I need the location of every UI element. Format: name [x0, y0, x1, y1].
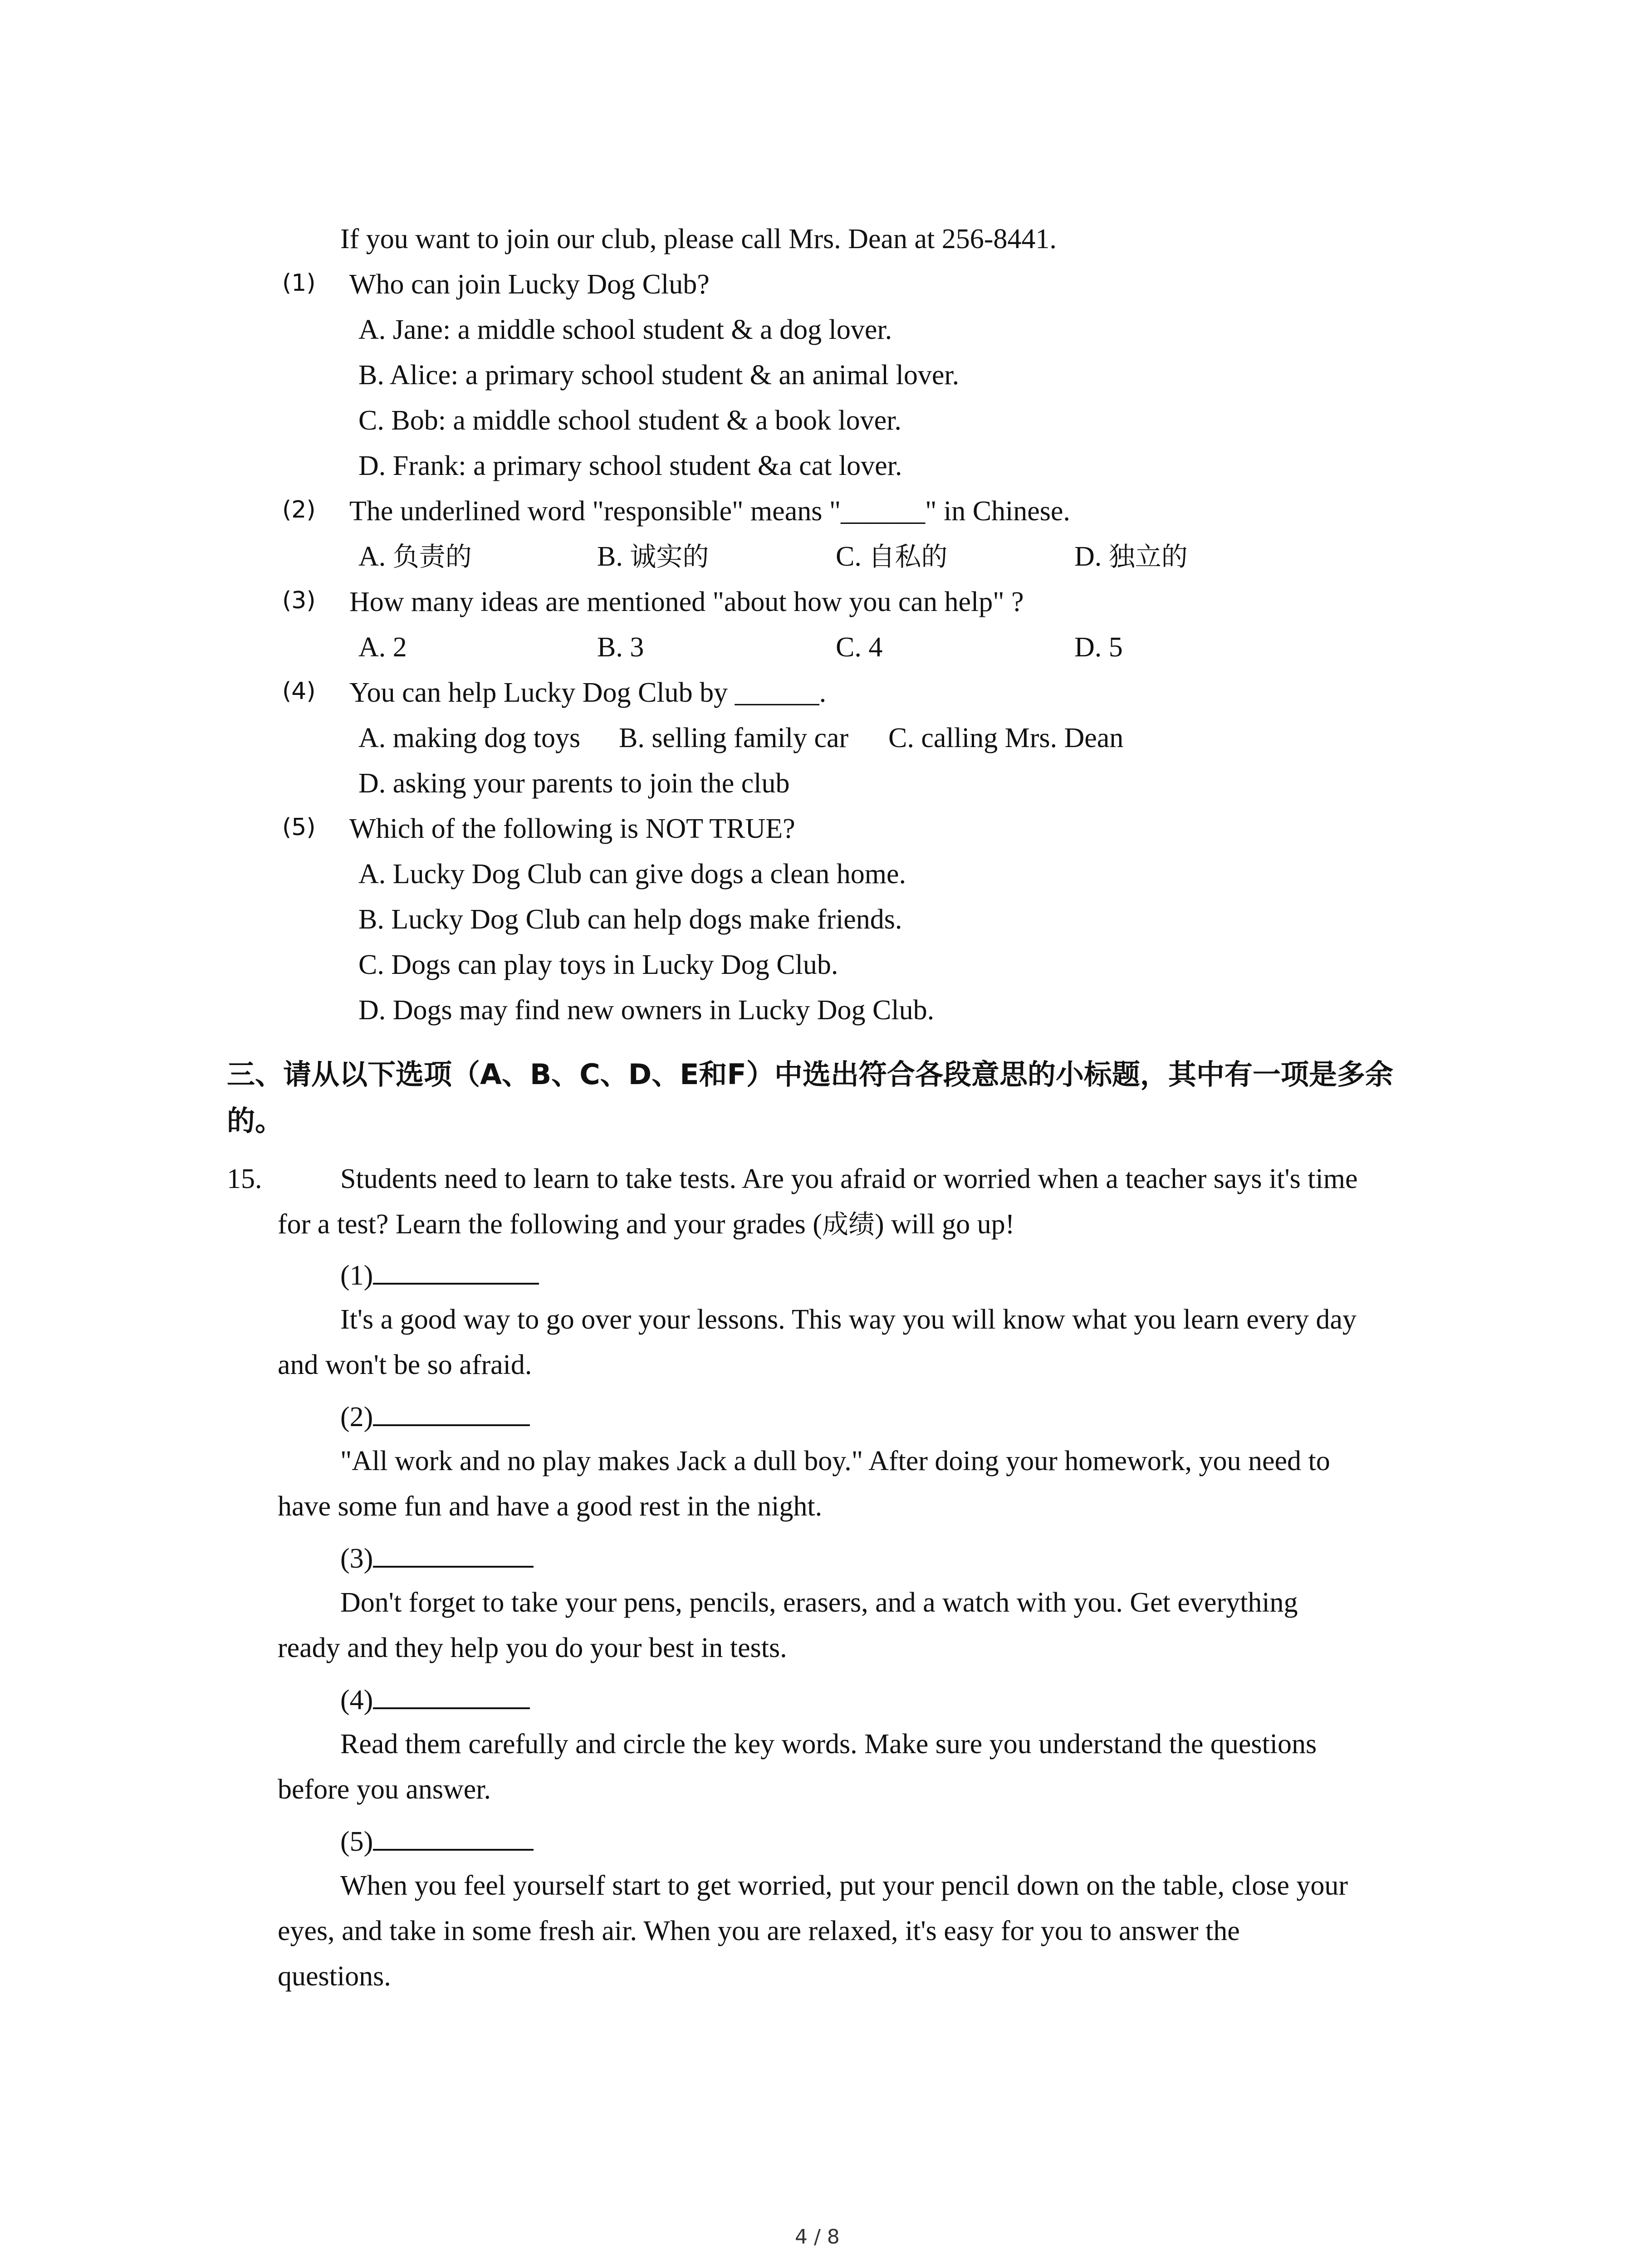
question-number: 15. [227, 1163, 262, 1194]
question-stem: How many ideas are mentioned "about how you can help" ? [349, 587, 1024, 617]
question-number: (3) [282, 587, 316, 614]
answer-blank[interactable] [373, 1685, 530, 1709]
paragraph-line: eyes, and take in some fresh air. When you are relaxed, it's easy for you to answer the [278, 1916, 1240, 1946]
blank-heading-2[interactable]: (2) [340, 1402, 530, 1431]
paragraph-line: Don't forget to take your pens, pencils, erasers, and a watch with you. Get everything [340, 1587, 1298, 1618]
answer-blank[interactable] [373, 1543, 534, 1568]
answer-blank[interactable] [373, 1826, 534, 1851]
intro-line: If you want to join our club, please call Mrs. Dean at 256-8441. [340, 224, 1057, 254]
question-number: (4) [282, 678, 316, 705]
option-b: B. 3 [597, 632, 644, 663]
option-d: D. 独立的 [1074, 541, 1188, 572]
question-number: (1) [282, 269, 316, 297]
option-d: D. 5 [1074, 632, 1123, 663]
option-b: B. Lucky Dog Club can help dogs make friends. [358, 904, 902, 935]
page-number: 4 / 8 [795, 2225, 840, 2248]
paragraph-line: before you answer. [278, 1774, 491, 1805]
option-c: C. 自私的 [836, 541, 948, 572]
paragraph-line: questions. [278, 1961, 391, 1992]
option-a: A. 2 [358, 632, 407, 663]
question-number: (5) [282, 814, 316, 841]
option-c: C. calling Mrs. Dean [888, 723, 1124, 753]
option-b: B. Alice: a primary school student & an animal lover. [358, 360, 960, 391]
question-stem: Who can join Lucky Dog Club? [349, 269, 710, 300]
section-heading: 三、请从以下选项（A、B、C、D、E和F）中选出符合各段意思的小标题，其中有一项是多余 [227, 1058, 1393, 1091]
blank-heading-3[interactable]: (3) [340, 1543, 534, 1573]
question-number: (2) [282, 496, 316, 523]
blank-heading-1[interactable]: (1) [340, 1260, 539, 1290]
option-c: C. 4 [836, 632, 883, 663]
paragraph-line: have some fun and have a good rest in the night. [278, 1491, 823, 1522]
blank-heading-5[interactable]: (5) [340, 1826, 534, 1856]
blank-heading-4[interactable]: (4) [340, 1685, 530, 1714]
option-a: A. making dog toys [358, 723, 581, 753]
answer-blank[interactable] [373, 1260, 539, 1285]
paragraph-line: "All work and no play makes Jack a dull boy." After doing your homework, you need to [340, 1446, 1330, 1476]
paragraph-line: When you feel yourself start to get worried, put your pencil down on the table, close your [340, 1870, 1348, 1901]
option-a: A. Jane: a middle school student & a dog lover. [358, 314, 892, 345]
section-heading-cont: 的。 [227, 1104, 284, 1137]
passage-intro: Students need to learn to take tests. Are you afraid or worried when a teacher says it's time [340, 1163, 1358, 1194]
paragraph-line: Read them carefully and circle the key words. Make sure you understand the questions [340, 1729, 1317, 1760]
paragraph-line: It's a good way to go over your lessons. This way you will know what you learn every day [340, 1304, 1357, 1335]
option-d: D. Frank: a primary school student &a cat lover. [358, 450, 902, 481]
option-d: D. asking your parents to join the club [358, 768, 790, 799]
option-a: A. Lucky Dog Club can give dogs a clean home. [358, 859, 906, 890]
paragraph-line: ready and they help you do your best in tests. [278, 1633, 787, 1663]
option-b: B. 诚实的 [597, 541, 709, 572]
option-d: D. Dogs may find new owners in Lucky Dog Club. [358, 995, 935, 1026]
option-a: A. 负责的 [358, 541, 472, 572]
question-stem: You can help Lucky Dog Club by ______. [349, 677, 827, 708]
option-c: C. Dogs can play toys in Lucky Dog Club. [358, 949, 838, 980]
option-c: C. Bob: a middle school student & a book lover. [358, 405, 901, 436]
option-b: B. selling family car [619, 723, 849, 753]
question-stem: The underlined word "responsible" means "______" in Chinese. [349, 496, 1070, 527]
question-stem: Which of the following is NOT TRUE? [349, 813, 795, 844]
answer-blank[interactable] [373, 1402, 530, 1426]
paragraph-line: and won't be so afraid. [278, 1349, 532, 1380]
passage-intro-cont: for a test? Learn the following and your grades (成绩) will go up! [278, 1209, 1015, 1240]
